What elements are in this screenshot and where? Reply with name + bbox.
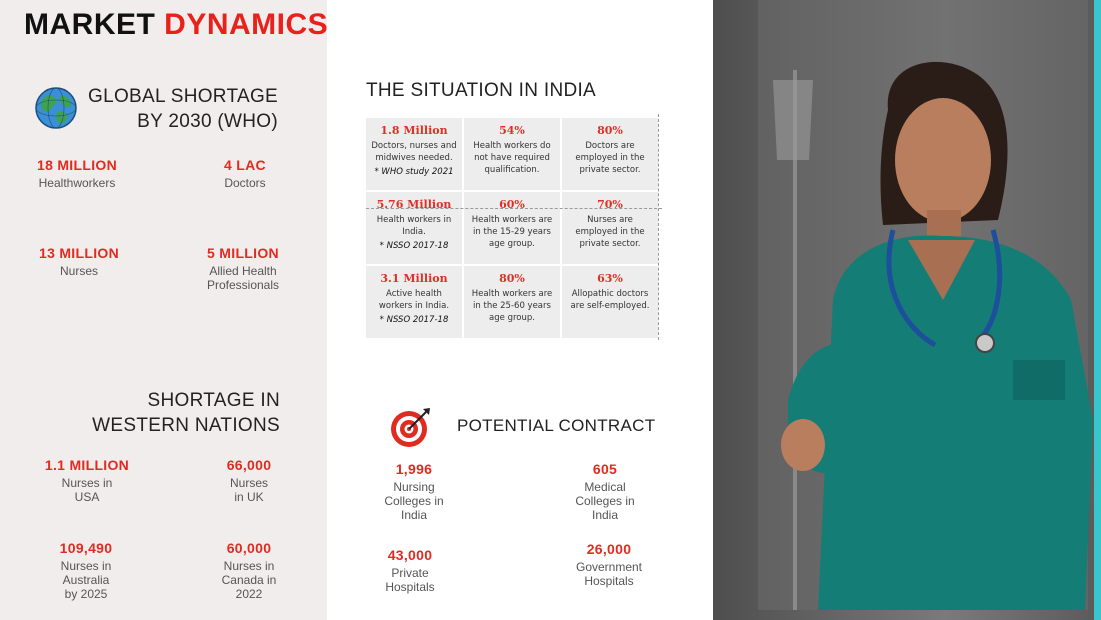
india-cell-7: 3.1 Million Active health workers in India. * NSSO 2017-18 xyxy=(366,266,462,338)
india-cell-9: 63% Allopathic doctors are self-employed. xyxy=(562,266,658,338)
global-shortage-heading xyxy=(80,84,278,134)
global-heading-line-1: GLOBAL SHORTAGE xyxy=(88,86,278,107)
global-heading-line-2: BY 2030 (WHO) xyxy=(137,111,278,132)
contract-stat-government-hospitals: 26,000 Government Hospitals xyxy=(575,541,643,588)
india-cell-6: 70% Nurses are employed in the private sector. xyxy=(562,192,658,264)
western-stat-australia: 109,490 Nurses in Australia by 2025 xyxy=(59,540,113,601)
globe-icon xyxy=(34,86,78,130)
global-stat-nurses: 13 MILLION Nurses xyxy=(38,245,119,278)
western-stat-canada: 60,000 Nurses in Canada in 2022 xyxy=(221,540,277,601)
global-stat-allied: 5 MILLION Allied Health Professionals xyxy=(206,245,280,292)
india-cell-4: 5.76 Million Health workers in India. * NSSO 2017-18 xyxy=(366,192,462,264)
contract-stat-nursing-colleges: 1,996 Nursing Colleges in India xyxy=(384,461,444,522)
contract-stat-private-hospitals: 43,000 Private Hospitals xyxy=(385,547,435,594)
india-cell-1: 1.8 Million Doctors, nurses and midwives needed. * WHO study 2021 xyxy=(366,118,462,190)
grid-guide-vertical xyxy=(658,114,659,340)
western-heading-line-2: WESTERN NATIONS xyxy=(92,415,280,436)
grid-guide-horizontal xyxy=(366,208,662,209)
western-stat-uk: 66,000 Nurses in UK xyxy=(226,457,272,504)
page-title xyxy=(24,8,328,42)
global-stat-healthworkers: 18 MILLION Healthworkers xyxy=(36,157,117,190)
india-cell-3: 80% Doctors are employed in the private sector. xyxy=(562,118,658,190)
contract-stat-medical-colleges: 605 Medical Colleges in India xyxy=(575,461,635,522)
india-cell-5: 60% Health workers are in the 15-29 years age group. xyxy=(464,192,560,264)
title-part-1: MARKET xyxy=(24,8,165,41)
india-cell-2: 54% Health workers do not have required qualification. xyxy=(464,118,560,190)
india-stats-grid xyxy=(366,118,660,338)
potential-contract-heading: POTENTIAL CONTRACT xyxy=(457,416,656,435)
western-stat-usa: 1.1 MILLION Nurses in USA xyxy=(44,457,130,504)
india-situation-heading: THE SITUATION IN INDIA xyxy=(366,80,597,101)
nurse-photo xyxy=(713,0,1101,620)
title-part-2: DYNAMICS xyxy=(164,8,329,41)
nurse-illustration xyxy=(713,0,1101,620)
western-shortage-heading xyxy=(80,388,280,438)
target-icon xyxy=(390,406,432,448)
global-stat-doctors: 4 LAC Doctors xyxy=(224,157,266,190)
western-heading-line-1: SHORTAGE IN xyxy=(147,390,280,411)
india-cell-8: 80% Health workers are in the 25-60 years age group. xyxy=(464,266,560,338)
teal-edge-bar xyxy=(1094,0,1101,620)
